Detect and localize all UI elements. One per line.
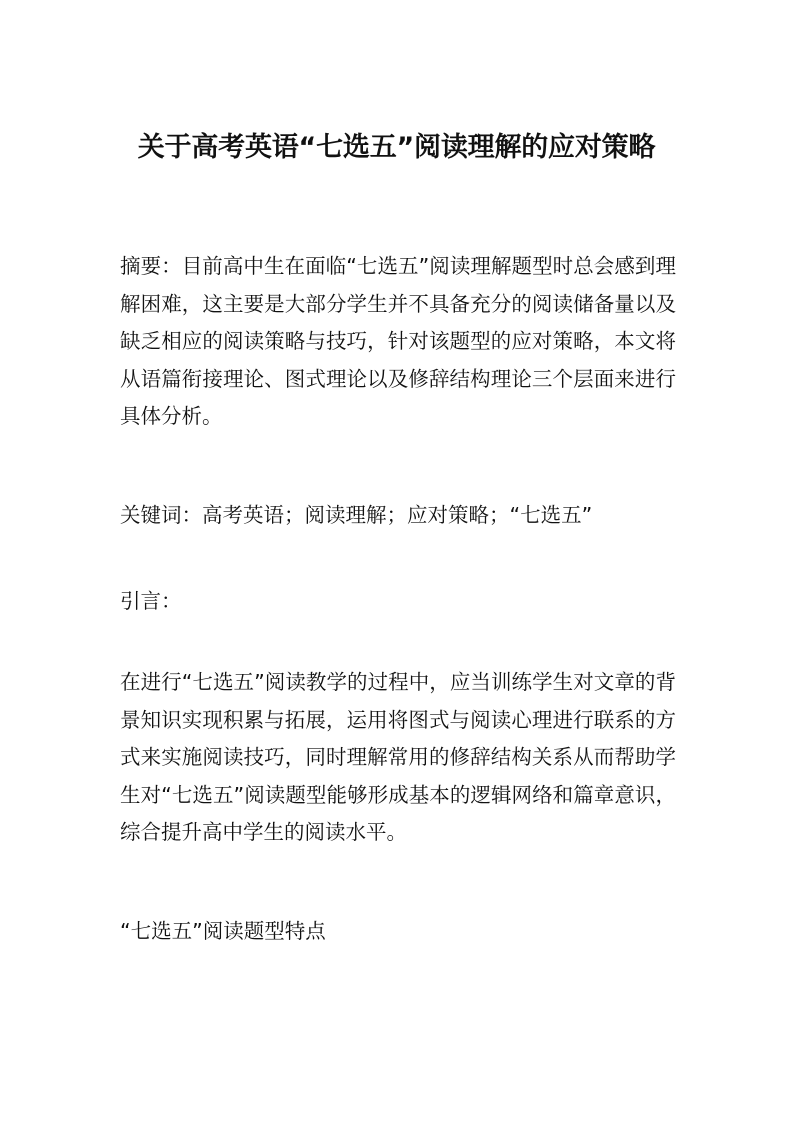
abstract-paragraph: 摘要：目前高中生在面临“七选五”阅读理解题型时总会感到理解困难，这主要是大部分学生并不具备充分的阅读储备量以及缺乏相应的阅读策略与技巧，针对该题型的应对策略，本文将从语篇衔接理论、图式理论以及修辞结构理论三个层面来进行具体分析。 — [120, 254, 676, 428]
document-title: 关于高考英语“七选五”阅读理解的应对策略 — [137, 132, 656, 163]
introduction-paragraph: 在进行“七选五”阅读教学的过程中，应当训练学生对文章的背景知识实现积累与拓展，运用将图式与阅读心理进行联系的方式来实施阅读技巧，同时理解常用的修辞结构关系从而帮助学生对“七选五”阅读题型能够形成基本的逻辑网络和篇章意识，综合提升高中学生的阅读水平。 — [120, 670, 676, 844]
section-heading: “七选五”阅读题型特点 — [120, 919, 326, 943]
introduction-label: 引言： — [120, 589, 182, 613]
keywords-line: 关键词：高考英语；阅读理解；应对策略；“七选五” — [120, 503, 593, 527]
